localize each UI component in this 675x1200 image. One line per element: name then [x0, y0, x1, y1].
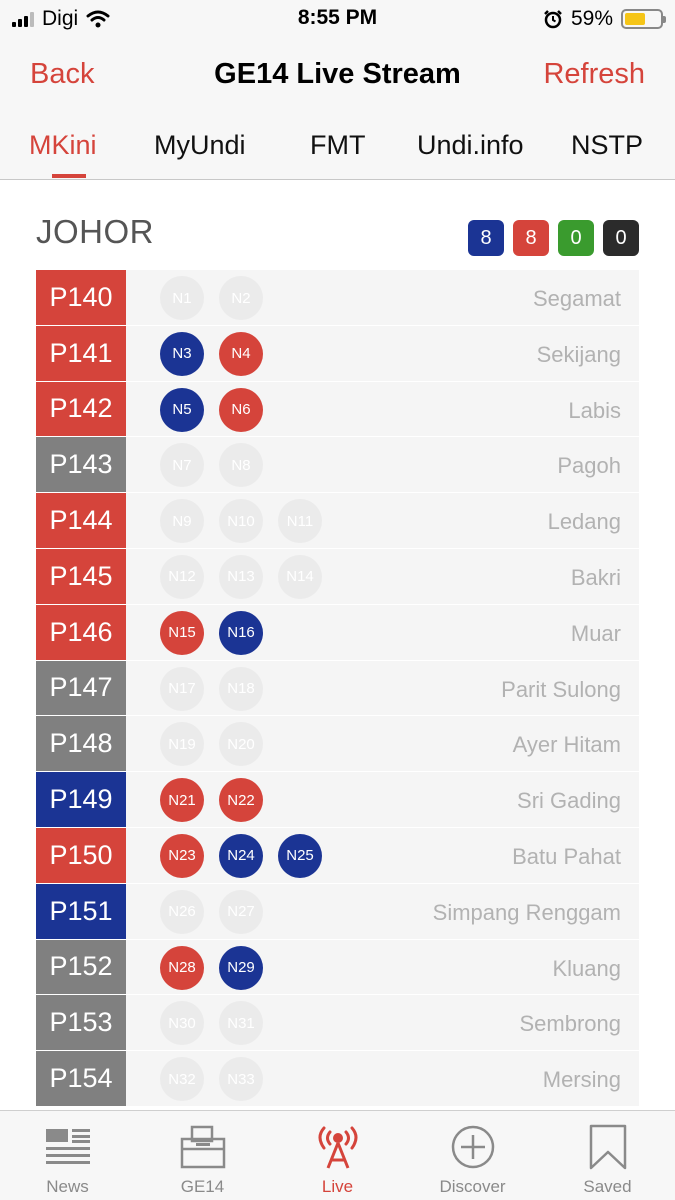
- tabbar-live-label: Live: [321, 1177, 354, 1196]
- seat-list: [36, 270, 639, 1107]
- state-seat-badge[interactable]: N9: [160, 499, 204, 543]
- seat-code: P142: [36, 382, 126, 437]
- active-tab-indicator: [52, 174, 86, 178]
- seat-code: P147: [36, 661, 126, 716]
- tabbar-ge14[interactable]: [135, 1111, 270, 1200]
- state-seat-list: [160, 276, 263, 320]
- seat-name: Ledang: [547, 509, 621, 535]
- status-bar: [0, 0, 675, 38]
- state-seat-badge[interactable]: N15: [160, 611, 204, 655]
- state-seat-badge[interactable]: N4: [219, 332, 263, 376]
- seat-tally: [468, 220, 639, 256]
- state-seat-badge[interactable]: N1: [160, 276, 204, 320]
- tabbar-news-label: News: [46, 1177, 89, 1196]
- state-seat-badge[interactable]: N29: [219, 946, 263, 990]
- tabbar-discover-label: Discover: [439, 1177, 506, 1196]
- state-seat-list: [160, 667, 263, 711]
- seat-code: P152: [36, 940, 126, 995]
- source-tabs: [0, 114, 675, 180]
- state-seat-list: [160, 946, 263, 990]
- tally-count-black: 0: [603, 220, 639, 256]
- seat-name: Simpang Renggam: [432, 899, 621, 925]
- seat-name: Segamat: [532, 286, 621, 311]
- seat-row[interactable]: [36, 437, 639, 493]
- navigation-bar: [0, 38, 675, 114]
- state-seat-badge[interactable]: N31: [219, 1001, 263, 1045]
- state-seat-badge[interactable]: N32: [160, 1057, 204, 1101]
- state-seat-badge[interactable]: N10: [219, 499, 263, 543]
- tabbar-ge14-label: GE14: [180, 1177, 225, 1196]
- seat-row[interactable]: [36, 326, 639, 382]
- tab-myundi[interactable]: MyUndi: [154, 130, 246, 160]
- seat-code: P146: [36, 605, 126, 660]
- state-seat-list: [160, 555, 322, 599]
- seat-name: Sekijang: [536, 341, 621, 367]
- state-seat-badge[interactable]: N28: [160, 946, 204, 990]
- state-seat-badge[interactable]: N12: [160, 555, 204, 599]
- plus-circle-icon: [405, 1121, 540, 1173]
- carrier-label: Digi: [42, 7, 79, 30]
- battery-icon: [621, 9, 663, 29]
- state-seat-badge[interactable]: N20: [219, 722, 263, 766]
- state-seat-badge[interactable]: N7: [160, 443, 204, 487]
- tabbar-discover[interactable]: [405, 1111, 540, 1200]
- state-seat-badge[interactable]: N5: [160, 388, 204, 432]
- seat-name: Pagoh: [557, 453, 621, 479]
- state-title: JOHOR: [36, 213, 154, 250]
- seat-code: P151: [36, 884, 126, 939]
- state-seat-list: [160, 722, 263, 766]
- seat-code: P153: [36, 995, 126, 1050]
- seat-row[interactable]: [36, 605, 639, 661]
- seat-name: Batu Pahat: [512, 843, 621, 869]
- state-seat-badge[interactable]: N26: [160, 890, 204, 934]
- seat-name: Labis: [568, 397, 621, 423]
- tab-fmt[interactable]: FMT: [310, 130, 366, 160]
- back-button[interactable]: Back: [30, 58, 95, 90]
- bookmark-icon: [540, 1121, 675, 1173]
- state-seat-badge[interactable]: N13: [219, 555, 263, 599]
- state-seat-badge[interactable]: N2: [219, 276, 263, 320]
- broadcast-tower-icon: [270, 1121, 405, 1173]
- seat-row[interactable]: [36, 549, 639, 605]
- seat-name: Parit Sulong: [501, 676, 621, 702]
- state-seat-badge[interactable]: N33: [219, 1057, 263, 1101]
- seat-row[interactable]: [36, 493, 639, 549]
- status-right: [543, 6, 663, 32]
- state-seat-badge[interactable]: N11: [278, 499, 322, 543]
- ballot-box-icon: [135, 1121, 270, 1173]
- status-time: 8:55 PM: [297, 6, 378, 29]
- state-seat-list: [160, 388, 263, 432]
- seat-name: Kluang: [552, 955, 621, 981]
- seat-row[interactable]: [36, 661, 639, 717]
- news-icon: [0, 1121, 135, 1173]
- tally-count-red: 8: [513, 220, 549, 256]
- seat-row[interactable]: [36, 382, 639, 438]
- state-seat-badge[interactable]: N21: [160, 778, 204, 822]
- state-seat-badge[interactable]: N8: [219, 443, 263, 487]
- alarm-clock-icon: [543, 9, 563, 29]
- state-seat-badge[interactable]: N19: [160, 722, 204, 766]
- seat-name: Mersing: [542, 1067, 621, 1093]
- state-seat-badge[interactable]: N18: [219, 667, 263, 711]
- seat-code: P144: [36, 493, 126, 548]
- state-seat-badge[interactable]: N16: [219, 611, 263, 655]
- seat-name: Ayer Hitam: [512, 732, 621, 758]
- seat-code: P140: [36, 270, 126, 325]
- seat-row[interactable]: [36, 1051, 639, 1107]
- state-seat-list: [160, 332, 263, 376]
- battery-level-fill: [625, 13, 645, 25]
- tab-mkini[interactable]: MKini: [29, 130, 97, 160]
- tabbar-saved[interactable]: [540, 1111, 675, 1200]
- state-seat-list: [160, 1001, 263, 1045]
- state-seat-badge[interactable]: N22: [219, 778, 263, 822]
- state-seat-list: [160, 611, 263, 655]
- seat-name: Sembrong: [519, 1011, 621, 1037]
- seat-code: P148: [36, 716, 126, 771]
- bottom-tab-bar: [0, 1110, 675, 1200]
- tab-undi-info[interactable]: Undi.info: [417, 130, 524, 160]
- seat-row[interactable]: [36, 828, 639, 884]
- seat-code: P154: [36, 1051, 126, 1106]
- page-title: GE14 Live Stream: [214, 58, 461, 90]
- tally-count-green: 0: [558, 220, 594, 256]
- state-seat-badge[interactable]: N23: [160, 834, 204, 878]
- seat-row[interactable]: [36, 716, 639, 772]
- state-seat-badge[interactable]: N3: [160, 332, 204, 376]
- state-seat-badge[interactable]: N17: [160, 667, 204, 711]
- state-seat-badge[interactable]: N6: [219, 388, 263, 432]
- seat-row[interactable]: [36, 772, 639, 828]
- seat-code: P143: [36, 437, 126, 492]
- seat-row[interactable]: [36, 940, 639, 996]
- state-seat-badge[interactable]: N30: [160, 1001, 204, 1045]
- seat-name: Sri Gading: [517, 788, 621, 814]
- state-seat-list: [160, 443, 263, 487]
- state-seat-list: [160, 890, 263, 934]
- seat-code: P149: [36, 772, 126, 827]
- state-seat-list: [160, 778, 263, 822]
- state-seat-list: [160, 1057, 263, 1101]
- seat-row[interactable]: [36, 995, 639, 1051]
- refresh-button[interactable]: Refresh: [543, 58, 645, 90]
- seat-row[interactable]: [36, 884, 639, 940]
- seat-code: P145: [36, 549, 126, 604]
- state-seat-badge[interactable]: N14: [278, 555, 322, 599]
- battery-percent: 59%: [570, 7, 613, 30]
- state-seat-badge[interactable]: N24: [219, 834, 263, 878]
- seat-name: Muar: [570, 620, 621, 646]
- state-seat-badge[interactable]: N25: [278, 834, 322, 878]
- seat-code: P141: [36, 326, 126, 381]
- tabbar-news[interactable]: [0, 1111, 135, 1200]
- tabbar-live[interactable]: [270, 1111, 405, 1200]
- tally-count-blue: 8: [468, 220, 504, 256]
- state-seat-list: [160, 834, 322, 878]
- tabbar-saved-label: Saved: [583, 1177, 632, 1196]
- seat-row[interactable]: [36, 270, 639, 326]
- state-seat-list: [160, 499, 322, 543]
- seat-code: P150: [36, 828, 126, 883]
- state-seat-badge[interactable]: N27: [219, 890, 263, 934]
- seat-name: Bakri: [570, 564, 621, 590]
- tab-nstp[interactable]: NSTP: [571, 130, 644, 160]
